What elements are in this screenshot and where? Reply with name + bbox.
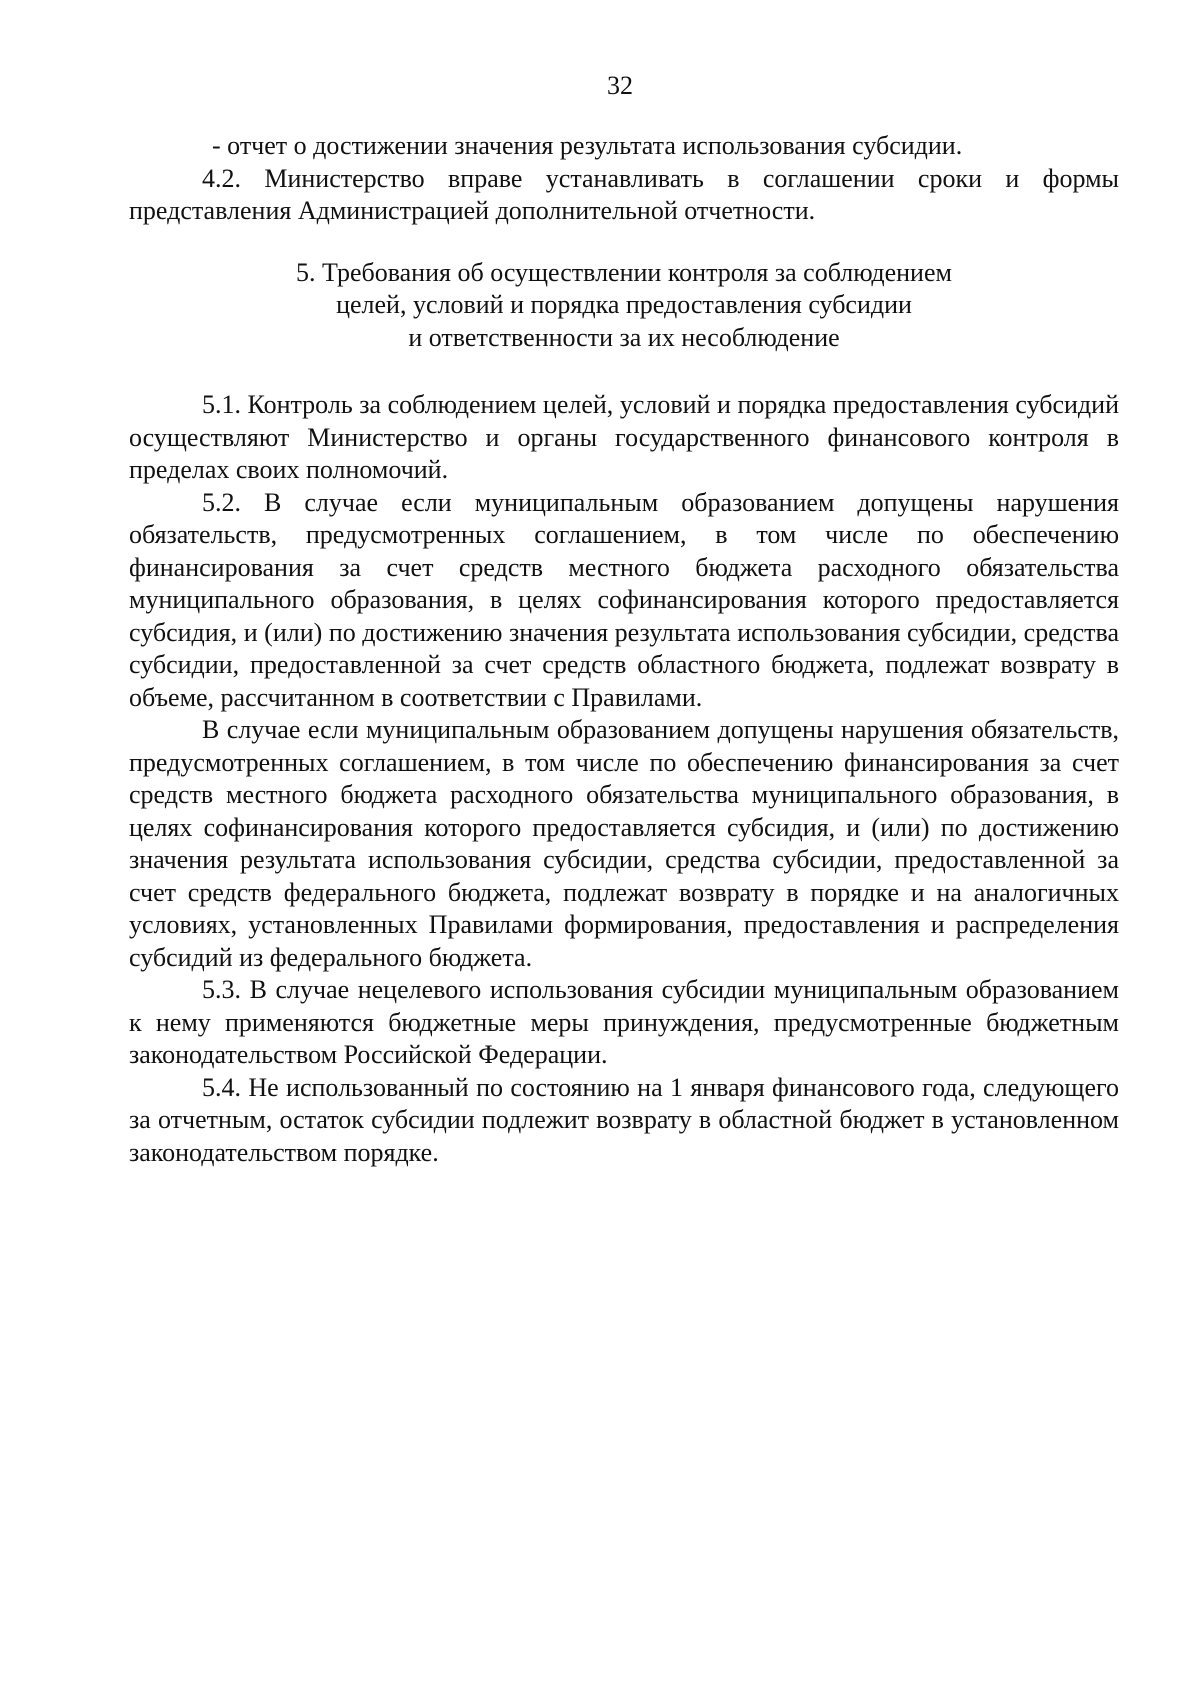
paragraph-report-item: - отчет о достижении значения результата использования субсидии. <box>212 131 963 160</box>
document-body <box>129 130 1119 1169</box>
paragraph-5-4: 5.4. Не использованный по состоянию на 1 января финансового года, следующего за отчетным, остаток субсидии подлежит возврату в областной бюджет в установленном законодательством порядке. <box>129 1072 1119 1167</box>
paragraph-5-2-federal: В случае если муниципальным образованием допущены нарушения обязательств, предусмотренных соглашением, в том числе по обеспечению финансирования за счет средств местного бюджета расходного обязательства муниципального образования, в целях софинансирования которого предоставляется субсидия, и (или) по достижению значения результата использования субсидии, средства субсидии, предоставленной за счет средств федерального бюджета, подлежат возврату в порядке и на аналогичных условиях, установленных Правилами формирования, предоставления и распределения субсидий из федерального бюджета. <box>129 715 1119 972</box>
section-5-heading <box>129 257 1119 355</box>
section-heading-line: 5. Требования об осуществлении контроля за соблюдением <box>296 257 952 287</box>
page-number: 32 <box>607 71 633 100</box>
paragraph-5-3: 5.3. В случае нецелевого использования субсидии муниципальным образованием к нему применяются бюджетные меры принуждения, предусмотренные бюджетным законодательством Российской Федерации. <box>129 975 1119 1069</box>
paragraph-5-2: 5.2. В случае если муниципальным образованием допущены нарушения обязательств, предусмотренных соглашением, в том числе по обеспечению финансирования за счет средств местного бюджета расходного обязательства муниципального образования, в целях софинансирования которого предоставляется субсидия, и (или) по достижению значения результата использования субсидии, средства субсидии, предоставленной за счет средств областного бюджета, подлежат возврату в объеме, рассчитанном в соответствии с Правилами. <box>129 487 1119 712</box>
paragraph-4-2: 4.2. Министерство вправе устанавливать в соглашении сроки и формы представления Администрацией дополнительной отчетности. <box>129 163 1119 225</box>
section-heading-line: и ответственности за их несоблюдение <box>408 322 840 352</box>
section-heading-line: целей, условий и порядка предоставления субсидии <box>336 290 912 319</box>
paragraph-5-1: 5.1. Контроль за соблюдением целей, условий и порядка предоставления субсидий осуществляют Министерство и органы государственного финансового контроля в пределах своих полномочий. <box>129 390 1119 484</box>
